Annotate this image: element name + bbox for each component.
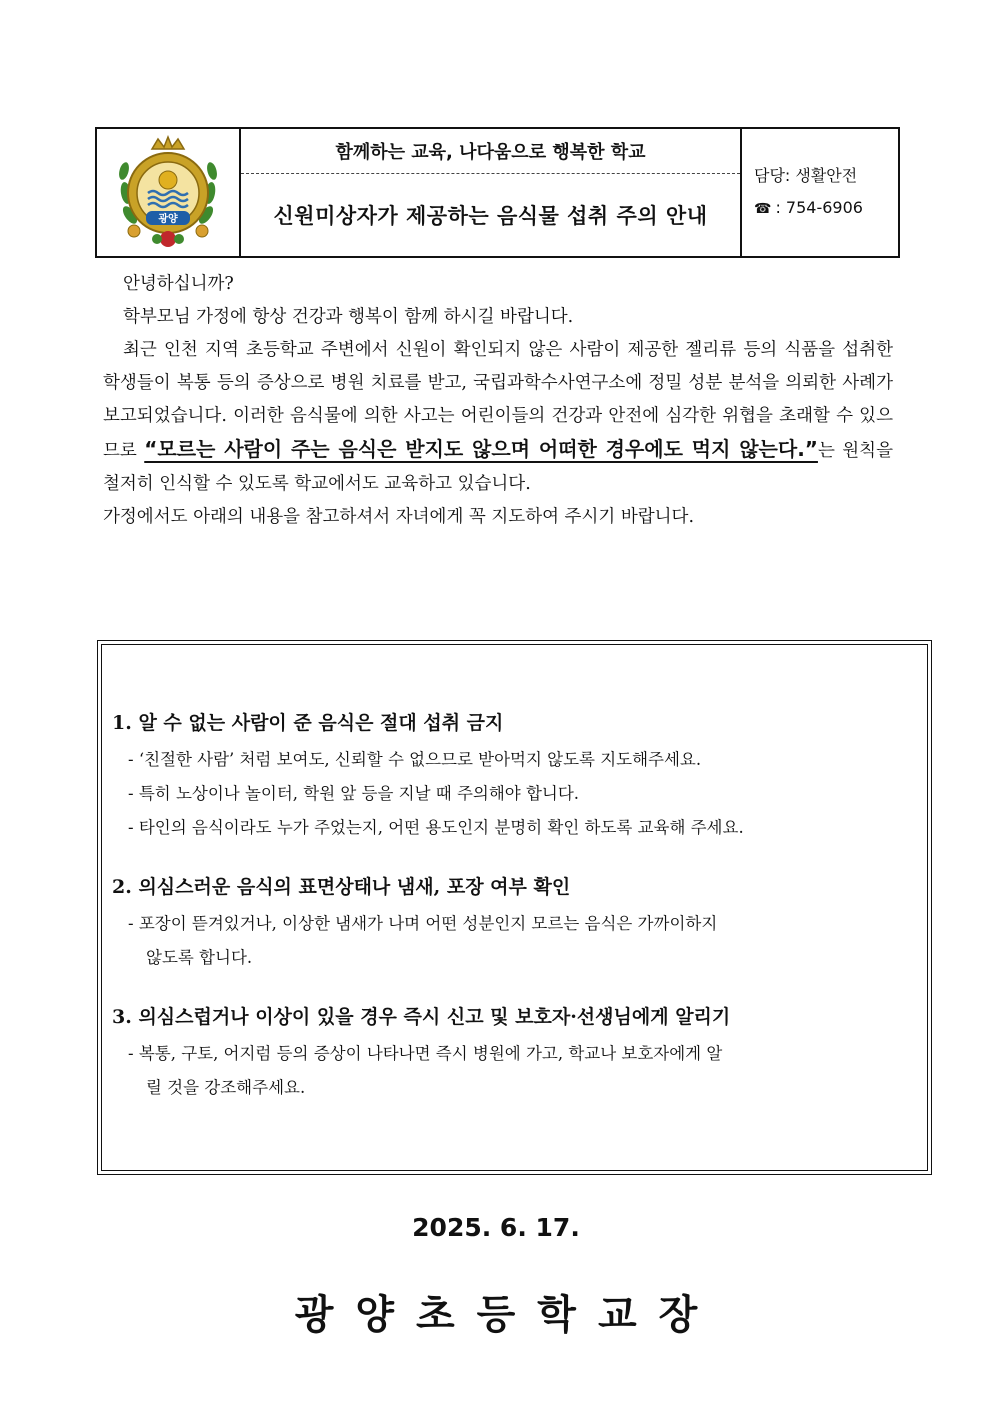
document-title: 신원미상자가 제공하는 음식물 섭취 주의 안내 bbox=[273, 204, 708, 228]
wish-paragraph: 학부모님 가정에 항상 건강과 행복이 함께 하시길 바랍니다. bbox=[123, 307, 574, 327]
letter-body bbox=[103, 268, 893, 534]
header-table bbox=[95, 127, 900, 258]
list-item: - 특히 노상이나 놀이터, 학원 앞 등을 지날 때 주의해야 합니다. bbox=[128, 784, 580, 803]
notice-box-inner bbox=[101, 644, 928, 1171]
phone-icon: ☎ bbox=[754, 201, 772, 217]
notice-box bbox=[97, 640, 932, 1175]
list-item-continuation: 않도록 합니다. bbox=[146, 948, 253, 967]
list-item: - 복통, 구토, 어지럼 등의 증상이 나타나면 즉시 병원에 가고, 학교나 보호자에게 알 bbox=[128, 1044, 723, 1063]
contact-cell bbox=[742, 129, 898, 256]
contact-phone-row bbox=[754, 192, 898, 225]
list-item-continuation: 릴 것을 강조해주세요. bbox=[146, 1078, 306, 1097]
emphasis-rule: “모르는 사람이 주는 음식은 받지도 않으며 어떠한 경우에도 먹지 않는다.” bbox=[144, 437, 818, 461]
school-motto: 함께하는 교육, 나다움으로 행복한 학교 bbox=[241, 129, 740, 174]
greeting: 안녕하십니까? bbox=[123, 274, 234, 294]
notice-section-3 bbox=[112, 1003, 917, 1105]
logo-text: 광양 bbox=[158, 213, 178, 225]
main-paragraph-text: 최근 인천 지역 초등학교 주변에서 신원이 확인되지 않은 사람이 제공한 젤리류 등의 식품을 섭취한 학생들이 복통 등의 증상으로 병원 치료를 받고, 국립과학수사연구소에 정밀 성분 분석을 의뢰한 사례가 보고되었습니다. 이러한 음식물에 의한 사고는 어린이들의 건강과 안전에 심각한 위협을 초래할 수 있으므로 bbox=[103, 340, 893, 461]
school-logo-cell bbox=[97, 129, 241, 256]
principal-signature: 광양초등학교장 bbox=[294, 1292, 720, 1338]
notice-section-1 bbox=[112, 709, 917, 845]
list-item: - ‘친절한 사람’ 처럼 보여도, 신뢰할 수 없으므로 받아먹지 않도록 지도해주세요. bbox=[128, 750, 702, 769]
section-title: 3. 의심스럽거나 이상이 있을 경우 즉시 신고 및 보호자·선생님에게 알리기 bbox=[112, 1006, 731, 1028]
section-title: 2. 의심스러운 음식의 표면상태나 냄새, 포장 여부 확인 bbox=[112, 876, 571, 898]
title-cell bbox=[241, 129, 742, 256]
contact-person: 담당: 생활안전 bbox=[754, 166, 858, 185]
document-date: 2025. 6. 17. bbox=[412, 1213, 580, 1242]
list-item: - 포장이 뜯겨있거나, 이상한 냄새가 나며 어떤 성분인지 모르는 음식은 가까이하지 bbox=[128, 914, 718, 933]
list-item: - 타인의 음식이라도 누가 주었는지, 어떤 용도인지 분명히 확인 하도록 교육해 주세요. bbox=[128, 818, 744, 837]
contact-phone: : 754-6906 bbox=[775, 198, 863, 217]
closing-paragraph: 가정에서도 아래의 내용을 참고하셔서 자녀에게 꼭 지도하여 주시기 바랍니다. bbox=[103, 507, 695, 527]
main-paragraph bbox=[103, 334, 893, 501]
school-emblem-icon bbox=[112, 135, 224, 251]
notice-section-2 bbox=[112, 873, 917, 975]
main-paragraph-tail: 는 원칙을 철저히 인식할 수 있도록 학교에서도 교육하고 있습니다. bbox=[103, 441, 893, 494]
section-title: 1. 알 수 없는 사람이 준 음식은 절대 섭취 금지 bbox=[112, 712, 504, 734]
